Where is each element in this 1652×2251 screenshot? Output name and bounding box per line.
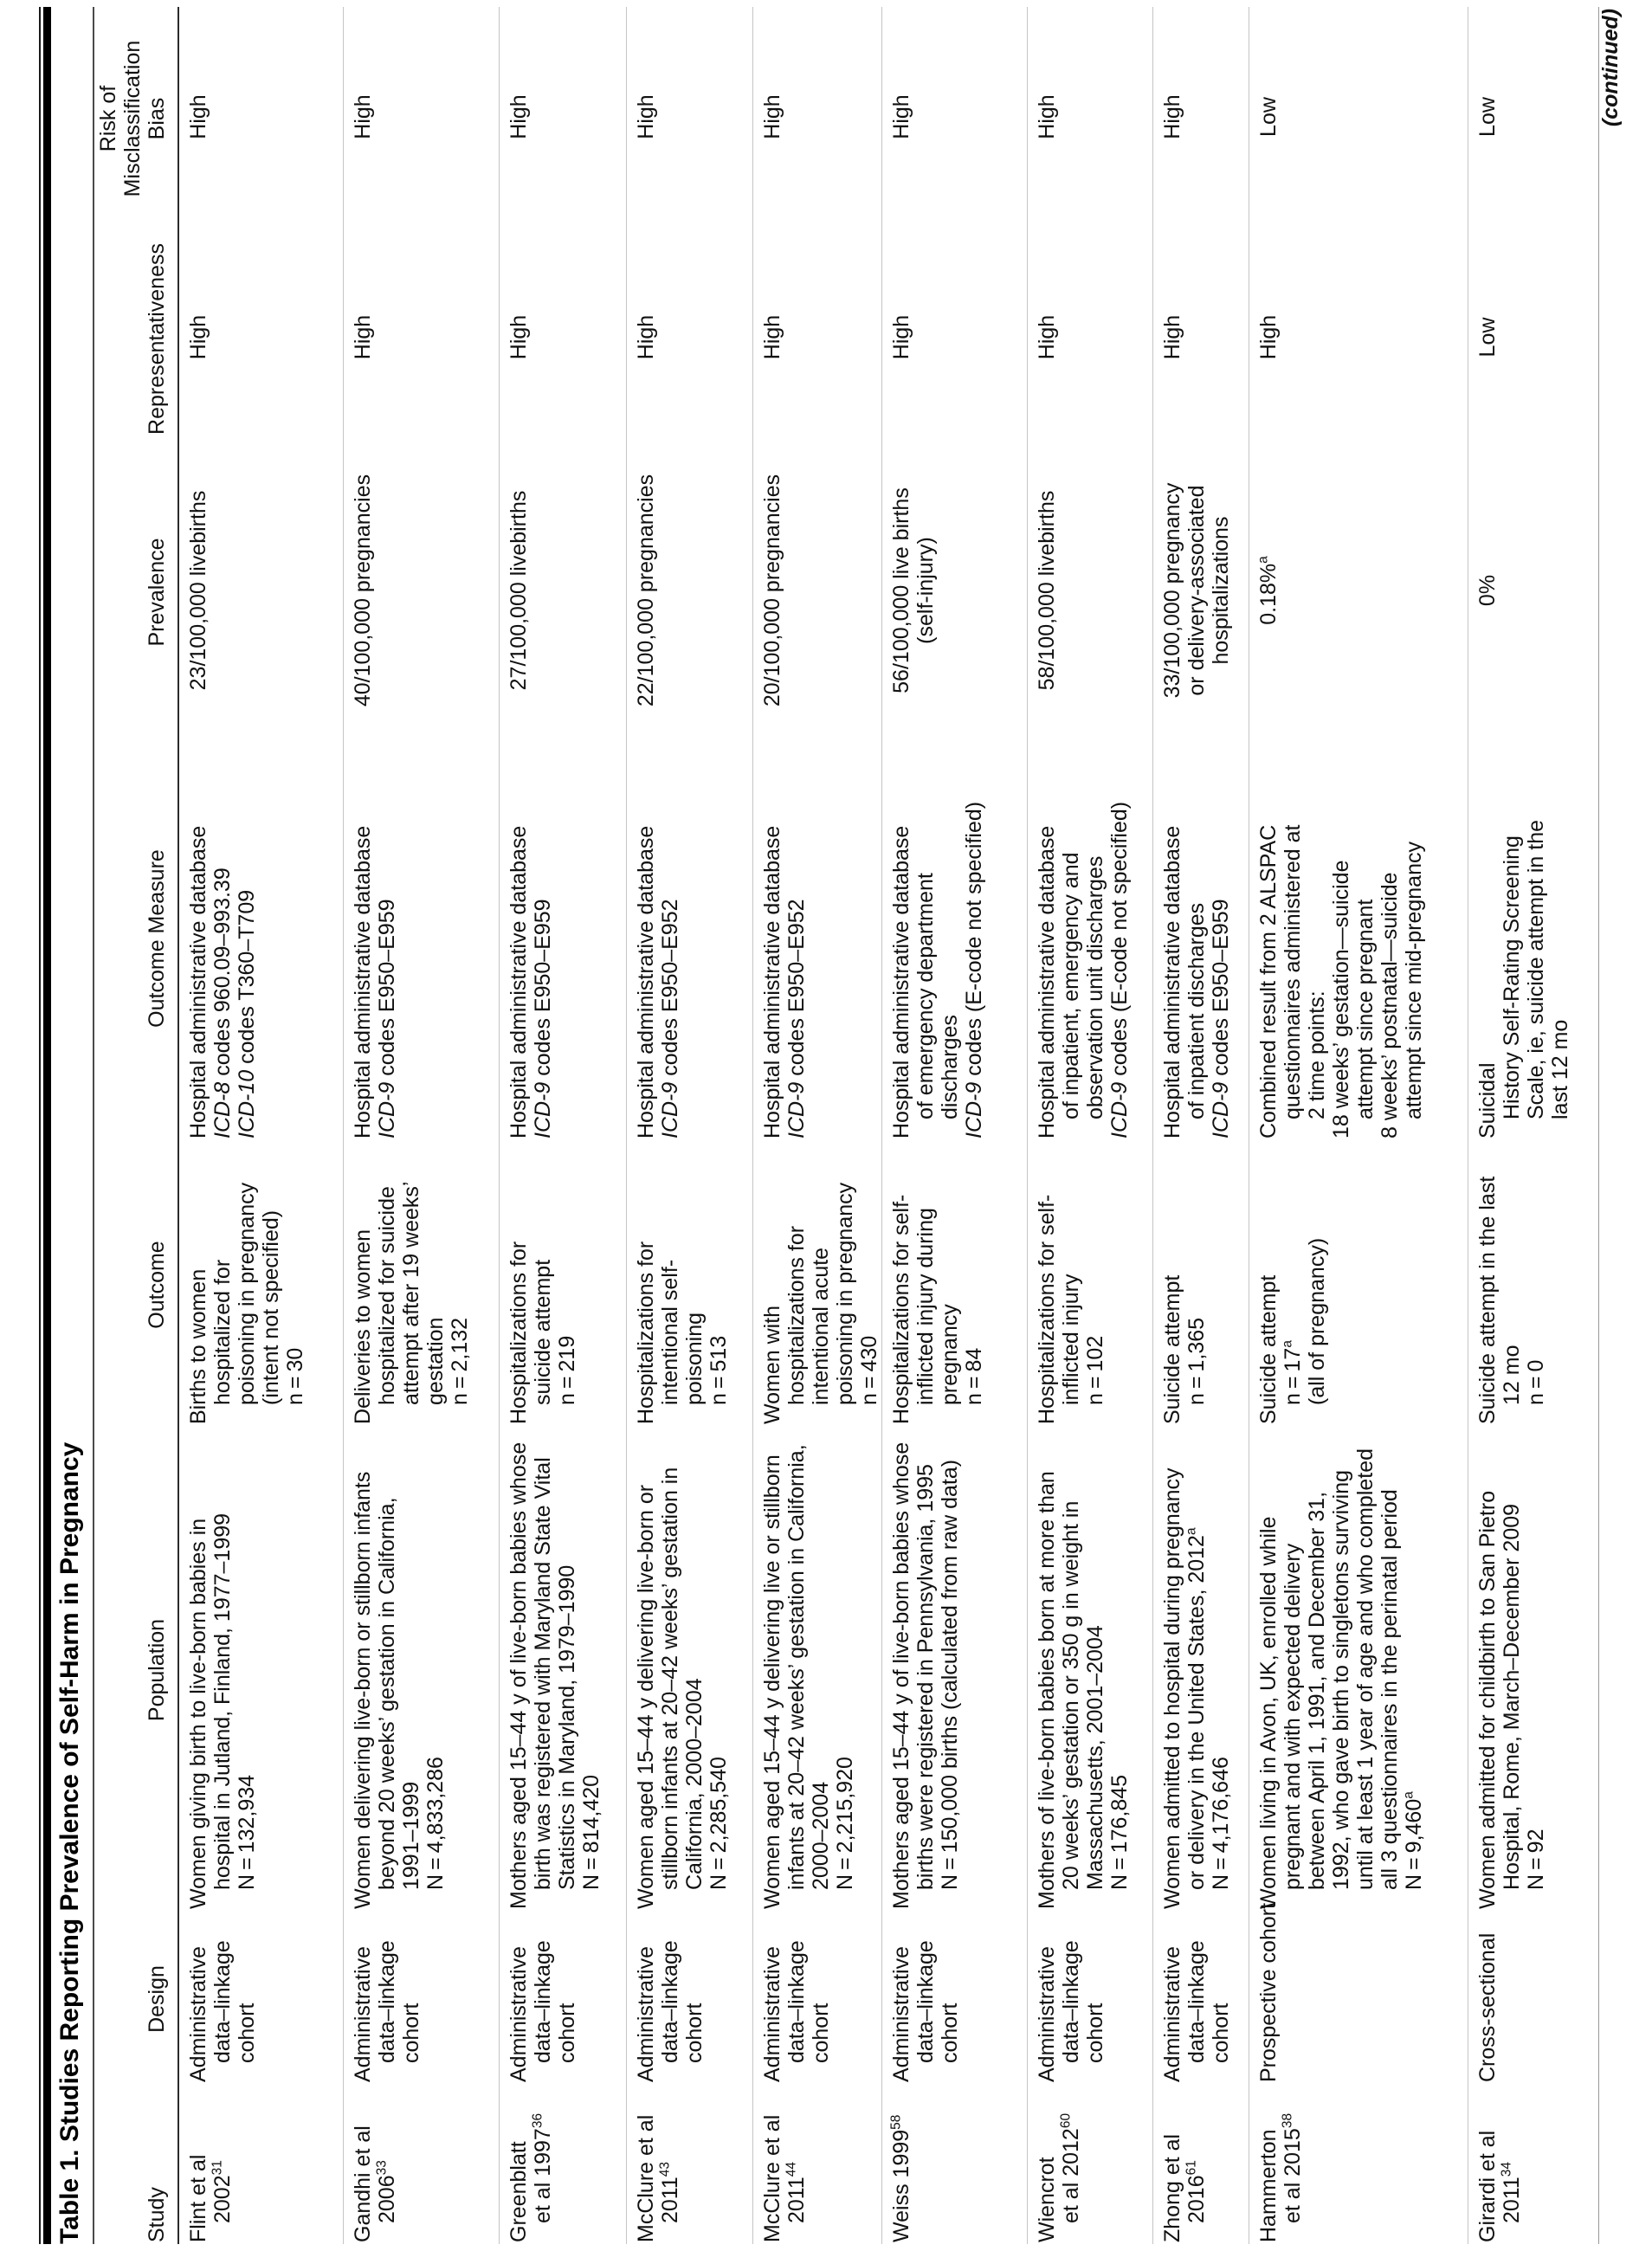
table-cell: Administrative data–linkage cohort: [506, 1940, 579, 2082]
table-cell: 20/100,000 pregnancies: [759, 474, 784, 707]
table-row: [1468, 7, 1598, 2244]
top-thin-rule: [39, 7, 41, 2244]
table-cell: Combined result from 2 ALSPAC questionnaires administered at 2 time points: 18 weeks’ gestation—suicide attempt since pregnant 8 weeks’ postnatal—suicide attempt since mid-pregnancy: [1255, 824, 1426, 1138]
table-cell: Hospitalizations for self- inflicted injury n = 102: [1034, 1194, 1107, 1424]
column-header: Outcome Measure: [145, 849, 169, 1028]
column-header: Risk of Misclassification Bias: [96, 40, 169, 197]
column-header: Study: [145, 2187, 169, 2242]
table-row: [1249, 7, 1468, 2244]
table-cell: Low: [1475, 97, 1500, 137]
table-cell: High: [759, 314, 784, 360]
table-cell: Cross-sectional: [1475, 1932, 1500, 2082]
table-cell: Hospital administrative database of inpatient, emergency and observation unit discharges ICD-9 codes (E-code not specified): [1034, 801, 1132, 1138]
table-cell: Suicide attempt in the last 12 mo n = 0: [1475, 1176, 1548, 1424]
table-cell: Greenblatt et al 1997$^{36}$: [506, 2112, 555, 2242]
table-cell: Women delivering live-born or stillborn infants beyond 20 weeks’ gestation in California, 1991–1999 N = 4,833,286: [350, 1471, 448, 1909]
table-cell: 27/100,000 livebirths: [506, 490, 531, 691]
table-cell: High: [186, 314, 210, 360]
table-cell: Women aged 15–44 y delivering live-born or stillborn infants at 20–42 weeks’ gestation in California, 2000–2004 N = 2,285,540: [633, 1467, 731, 1909]
table-row: [1152, 7, 1249, 2244]
table-cell: Girardi et al 2011$^{34}$: [1475, 2130, 1524, 2242]
table-cell: High: [888, 314, 913, 360]
table-cell: Births to women hospitalized for poisoning in pregnancy (intent not specified) n = 30: [186, 1182, 307, 1424]
table-cell: Low: [1475, 317, 1500, 358]
table-title: Table 1. Studies Reporting Prevalence of Self-Harm in Pregnancy: [55, 1442, 84, 2244]
table-cell: Administrative data–linkage cohort: [759, 1940, 833, 2082]
table-cell: Zhong et al 2016$^{61}$: [1159, 2133, 1209, 2242]
table-cell: High: [506, 94, 531, 139]
table-cell: High: [1255, 314, 1281, 360]
table-cell: Hospital administrative database ICD-9 codes E950–E952: [633, 825, 682, 1138]
table-cell: Mothers aged 15–44 y of live-born babies whose births were registered in Pennsylvania, 1995 N = 150,000 births (calculated from raw data): [888, 1442, 962, 1909]
table-cell: 23/100,000 livebirths: [186, 490, 210, 691]
column-header: Population: [145, 1618, 169, 1722]
table-row: [1027, 7, 1152, 2244]
table-row: [881, 7, 1027, 2244]
table-row: [343, 7, 499, 2244]
table-cell: High: [186, 94, 210, 139]
table-cell: Women admitted for childbirth to San Pietro Hospital, Rome, March–December 2009 N = 92: [1475, 1490, 1548, 1909]
table-cell: McClure et al 2011$^{43}$: [633, 2114, 682, 2242]
top-thick-rule: [43, 7, 51, 2244]
table-row: [499, 7, 626, 2244]
table-header: [94, 7, 178, 2244]
prevalence-table: [94, 7, 1599, 2244]
table-cell: Administrative data–linkage cohort: [350, 1940, 423, 2082]
table-cell: Hospital administrative database ICD-9 codes E950–E959: [506, 825, 555, 1138]
table-cell: 40/100,000 pregnancies: [350, 474, 375, 707]
table-cell: Mothers of live-born babies born at more than 20 weeks’ gestation or 350 g in weight in Massachusetts, 2001–2004 N = 176,845: [1034, 1471, 1132, 1909]
table-cell: Women giving birth to live-born babies in hospital in Jutland, Finland, 1977–1999 N = 132,934: [186, 1512, 259, 1909]
table-cell: 33/100,000 pregnancy or delivery-associated hospitalizations: [1159, 482, 1233, 699]
table-cell: High: [506, 314, 531, 360]
table-row: [752, 7, 881, 2244]
table-cell: Hospital administrative database ICD-8 codes 960.09–993.39 ICD-10 codes T360–T709: [186, 825, 259, 1138]
table-cell: High: [1159, 314, 1184, 360]
table-cell: Low: [1255, 97, 1281, 137]
table-cell: Administrative data–linkage cohort: [186, 1940, 259, 2082]
column-header: Prevalence: [145, 538, 169, 647]
table-cell: 0%: [1475, 574, 1500, 607]
table-row: [178, 7, 343, 2244]
table-cell: Hospital administrative database of inpatient discharges ICD-9 codes E950–E959: [1159, 825, 1233, 1138]
table-cell: Hospital administrative database ICD-9 codes E950–E952: [759, 825, 809, 1138]
table-cell: Gandhi et al 2006$^{33}$: [350, 2125, 399, 2242]
table-cell: High: [633, 314, 658, 360]
column-header: Outcome: [145, 1241, 169, 1329]
table-cell: Hospital administrative database ICD-9 codes E950–E959: [350, 825, 399, 1138]
column-header: Representativeness: [145, 243, 169, 435]
table-cell: 56/100,000 live births (self-injury): [888, 487, 938, 693]
table-cell: High: [888, 94, 913, 139]
table-cell: Deliveries to women hospitalized for suicide attempt after 19 weeks’ gestation n = 2,132: [350, 1181, 472, 1424]
table-cell: Women admitted to hospital during pregnancy or delivery in the United States, 2012$^a$ N = 4,176,646: [1159, 1467, 1233, 1909]
table-cell: Administrative data–linkage cohort: [888, 1940, 962, 2082]
table-body: [178, 7, 1598, 2244]
table-cell: Hammerton et al 2015$^{38}$: [1255, 2112, 1305, 2242]
table-cell: Hospitalizations for self- inflicted injury during pregnancy n = 84: [888, 1194, 986, 1424]
table-cell: Administrative data–linkage cohort: [1034, 1940, 1107, 2082]
table-cell: Women living in Avon, UK, enrolled while pregnant and with expected delivery between April 1, 1991, and December 31, 1992, who gave birth to singletons surviving until at least 1 year of age and who completed all 3 questionnaires in the perinatal period N = 9,460$^a$: [1255, 1448, 1426, 1909]
table-cell: Women with hospitalizations for intentional acute poisoning in pregnancy n = 430: [759, 1182, 881, 1424]
table-cell: High: [633, 94, 658, 139]
table-cell: 58/100,000 livebirths: [1034, 490, 1059, 691]
header-row: [94, 7, 178, 2244]
table-cell: McClure et al 2011$^{44}$: [759, 2114, 809, 2242]
table-cell: Mothers aged 15–44 y of live-born babies whose birth was registered with Maryland State Vital Statistics in Maryland, 1979–1990 N = 814,420: [506, 1442, 603, 1909]
table-cell: Wiencrot et al 2012$^{60}$: [1034, 2112, 1083, 2242]
table-cell: High: [1034, 314, 1059, 360]
column-header: Design: [145, 1965, 169, 2033]
table-cell: Suicide attempt n = 1,365: [1159, 1274, 1209, 1424]
table-cell: High: [350, 314, 375, 360]
table-cell: Suicidal History Self-Rating Screening Scale, ie, suicide attempt in the last 12 mo: [1475, 819, 1572, 1138]
table-cell: Administrative data–linkage cohort: [633, 1940, 707, 2082]
table-cell: Women aged 15–44 y delivering live or stillborn infants at 20–42 weeks’ gestation in California, 2000–2004 N = 2,215,920: [759, 1444, 857, 1909]
table-cell: High: [350, 94, 375, 139]
table-cell: Weiss 1999$^{58}$: [888, 2114, 913, 2242]
table-cell: Prospective cohort: [1255, 1902, 1281, 2082]
continued-note: (continued): [1598, 9, 1623, 127]
table-row: [626, 7, 752, 2244]
table-cell: Hospitalizations for suicide attempt n = 219: [506, 1241, 579, 1424]
table-cell: 0.18%$^a$: [1255, 556, 1281, 625]
table-cell: Hospitalizations for intentional self- poisoning n = 513: [633, 1241, 731, 1424]
table-cell: Administrative data–linkage cohort: [1159, 1940, 1233, 2082]
table-cell: Flint et al 2002$^{31}$: [186, 2154, 235, 2242]
table-cell: High: [1159, 94, 1184, 139]
table-cell: Hospital administrative database of emergency department discharges ICD-9 codes (E-code not specified): [888, 801, 986, 1138]
table-cell: 22/100,000 pregnancies: [633, 474, 658, 707]
table-cell: High: [759, 94, 784, 139]
table-cell: Suicide attempt $n = 17^a$ (all of pregnancy): [1255, 1237, 1329, 1424]
table-cell: High: [1034, 94, 1059, 139]
